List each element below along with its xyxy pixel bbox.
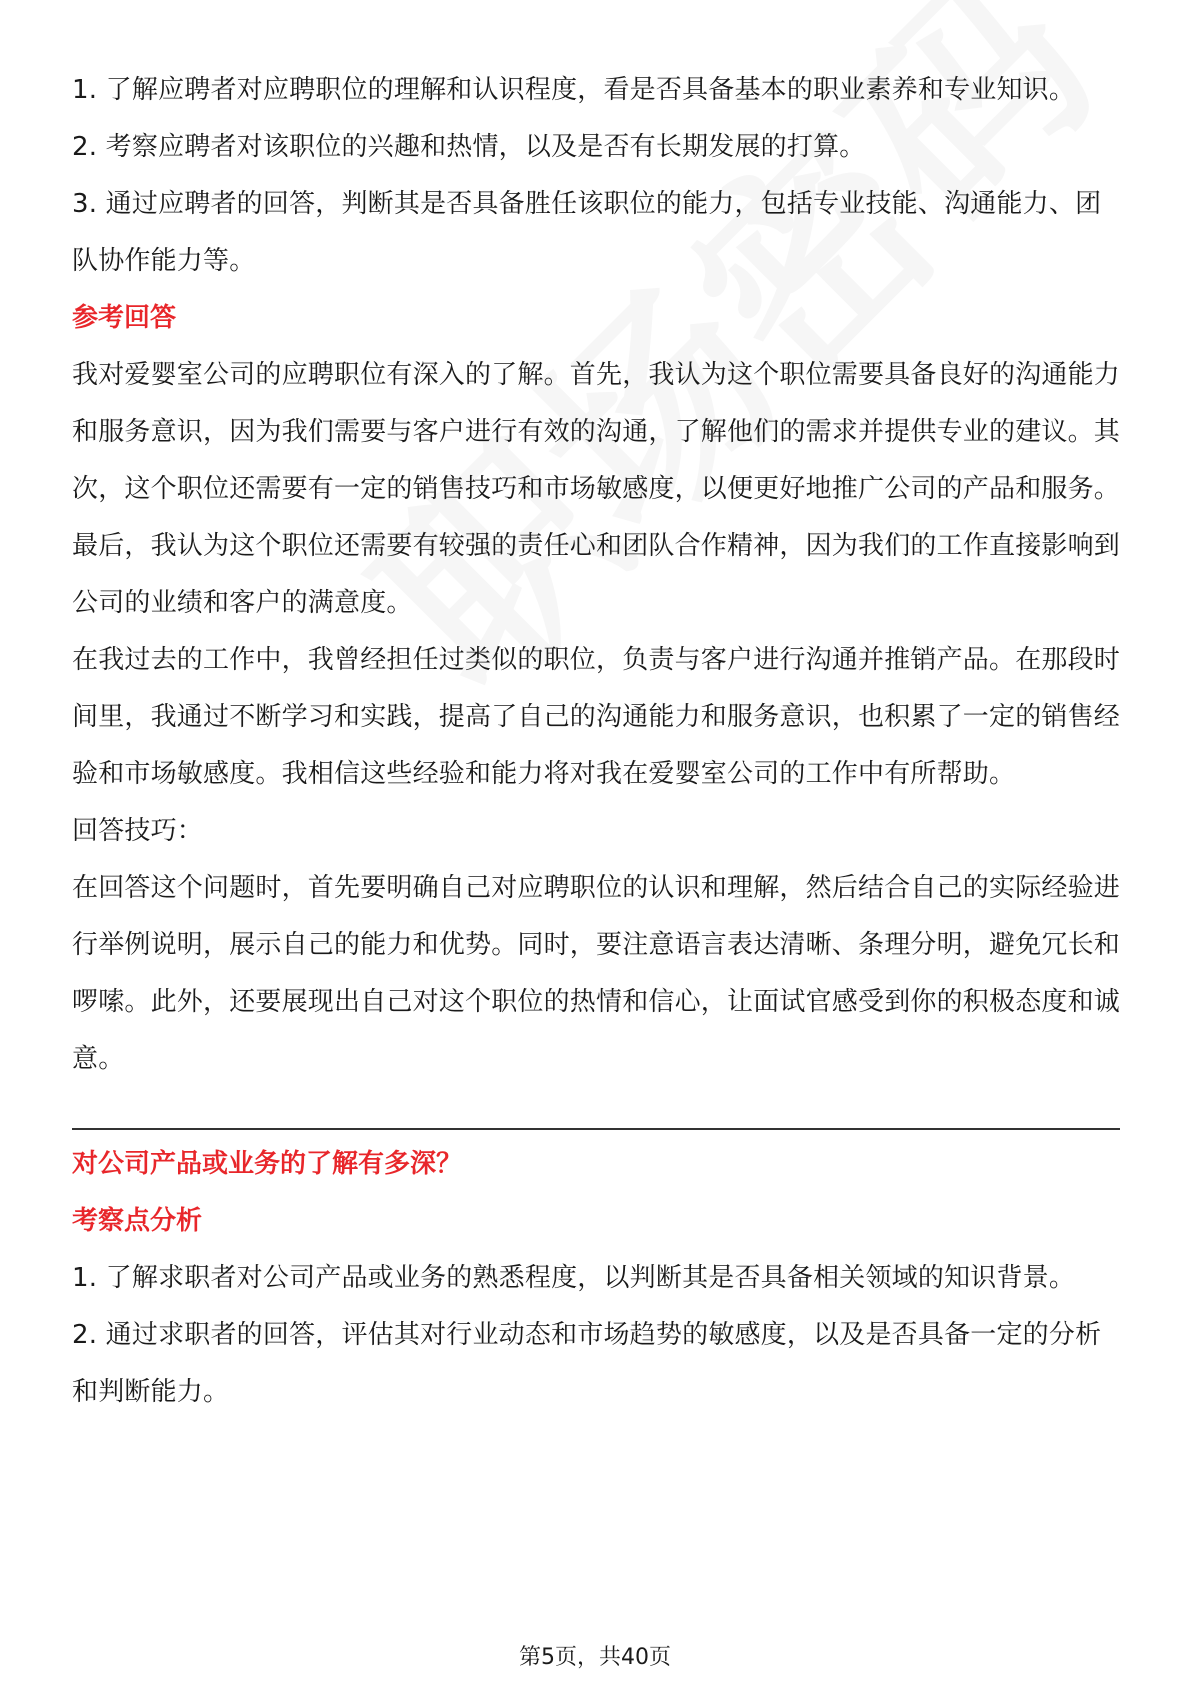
tips-label: 回答技巧： [72, 816, 204, 846]
answer-paragraph: 我对爱婴室公司的应聘职位有深入的了解。首先，我认为这个职位需要具备良好的沟通能力和服务意识，因为我们需要与客户进行有效的沟通，了解他们的需求并提供专业的建议。其次，这个职位还需要有一定的销售技巧和市场敏感度，以便更好地推广公司的产品和服务。最后，我认为这个职位还需要有较强的责任心和团队合作精神，因为我们的工作直接影响到公司的业绩和客户的满意度。 [72, 360, 1121, 618]
answer-paragraph: 在我过去的工作中，我曾经担任过类似的职位，负责与客户进行沟通并推销产品。在那段时间里，我通过不断学习和实践，提高了自己的沟通能力和服务意识，也积累了一定的销售经验和市场敏感度。我相信这些经验和能力将对我在爱婴室公司的工作中有所帮助。 [72, 645, 1121, 789]
answer-heading: 参考回答 [72, 303, 177, 333]
page-number: 第5页，共40页 [519, 1645, 671, 1670]
analysis-heading: 考察点分析 [72, 1206, 203, 1236]
analysis-item: 1. 了解求职者对公司产品或业务的熟悉程度，以判断其是否具备相关领域的知识背景。 [72, 1263, 1076, 1293]
document-page [72, 62, 1120, 1421]
tips-text: 在回答这个问题时，首先要明确自己对应聘职位的认识和理解，然后结合自己的实际经验进行举例说明，展示自己的能力和优势。同时，要注意语言表达清晰、条理分明，避免冗长和啰嗦。此外，还要展现出自己对这个职位的热情和信心，让面试官感受到你的积极态度和诚意。 [72, 873, 1121, 1074]
question-heading: 对公司产品或业务的了解有多深？ [72, 1149, 463, 1179]
analysis-item: 3. 通过应聘者的回答，判断其是否具备胜任该职位的能力，包括专业技能、沟通能力、团队协作能力等。 [72, 189, 1102, 276]
analysis-item: 1. 了解应聘者对应聘职位的理解和认识程度，看是否具备基本的职业素养和专业知识。 [72, 75, 1076, 105]
section-divider [72, 1128, 1120, 1130]
analysis-item: 2. 通过求职者的回答，评估其对行业动态和市场趋势的敏感度，以及是否具备一定的分析和判断能力。 [72, 1320, 1102, 1407]
analysis-item: 2. 考察应聘者对该职位的兴趣和热情，以及是否有长期发展的打算。 [72, 132, 866, 162]
